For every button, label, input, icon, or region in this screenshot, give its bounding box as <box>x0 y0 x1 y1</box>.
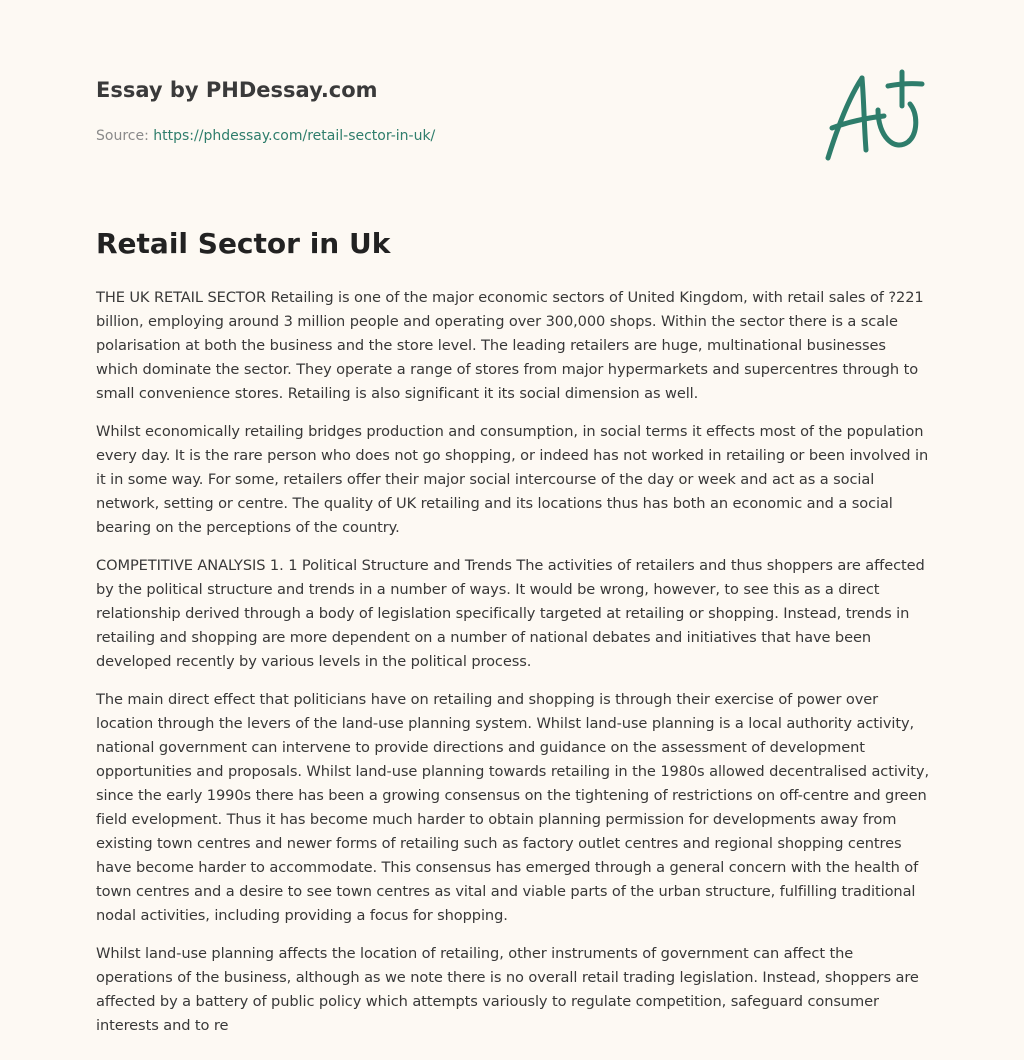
page-header <box>96 74 796 146</box>
essay-body <box>96 286 930 1052</box>
site-title: Essay by PHDessay.com <box>96 78 378 102</box>
essay-title: Retail Sector in Uk <box>96 227 391 260</box>
essay-paragraph: The main direct effect that politicians have on retailing and shopping is through their exercise of power over location through the levers of the land-use planning system. Whilst land-use planning is a local authority activity, national government can intervene to provide directions and guidance on the assessment of development opportunities and proposals. Whilst land-use planning towards retailing in the 1980s allowed decentralised activity, since the early 1990s there has been a growing consensus on the tightening of restrictions on off-centre and green field evelopment. Thus it has become much harder to obtain planning permission for developments away from existing town centres and newer forms of retailing such as factory outlet centres and regional shopping centres have become harder to accommodate. This consensus has emerged through a general concern with the health of town centres and a desire to see town centres as vital and viable parts of the urban structure, fulfilling traditional nodal activities, including providing a focus for shopping. <box>96 691 929 924</box>
essay-paragraph: Whilst economically retailing bridges production and consumption, in social terms it effects most of the population every day. It is the rare person who does not go shopping, or indeed has not worked in retailing or been involved in it in some way. For some, retailers offer their major social intercourse of the day or week and act as a social network, setting or centre. The quality of UK retailing and its locations thus has both an economic and a social bearing on the perceptions of the country. <box>96 423 929 536</box>
source-label: Source: <box>96 128 154 144</box>
essay-paragraph: Whilst land-use planning affects the location of retailing, other instruments of government can affect the operations of the business, although as we note there is no overall retail trading legislation. Instead, shoppers are affected by a battery of public policy which attempts variously to regulate competition, safeguard consumer interests and to re <box>96 945 919 1034</box>
source-link[interactable]: https://phdessay.com/retail-sector-in-uk/ <box>153 128 436 144</box>
a-plus-logo-icon <box>818 66 930 166</box>
source-line <box>96 126 796 146</box>
essay-paragraph: COMPETITIVE ANALYSIS 1. 1 Political Structure and Trends The activities of retailers and thus shoppers are affected by the political structure and trends in a number of ways. It would be wrong, however, to see this as a direct relationship derived through a body of legislation specifically targeted at retailing or shopping. Instead, trends in retailing and shopping are more dependent on a number of national debates and initiatives that have been developed recently by various levels in the political process. <box>96 557 925 670</box>
essay-paragraph: THE UK RETAIL SECTOR Retailing is one of the major economic sectors of United Kingdom, with retail sales of ?221 billion, employing around 3 million people and operating over 300,000 shops. Within the sector there is a scale polarisation at both the business and the store level. The leading retailers are huge, multinational businesses which dominate the sector. They operate a range of stores from major hypermarkets and supercentres through to small convenience stores. Retailing is also significant it its social dimension as well. <box>96 289 924 402</box>
